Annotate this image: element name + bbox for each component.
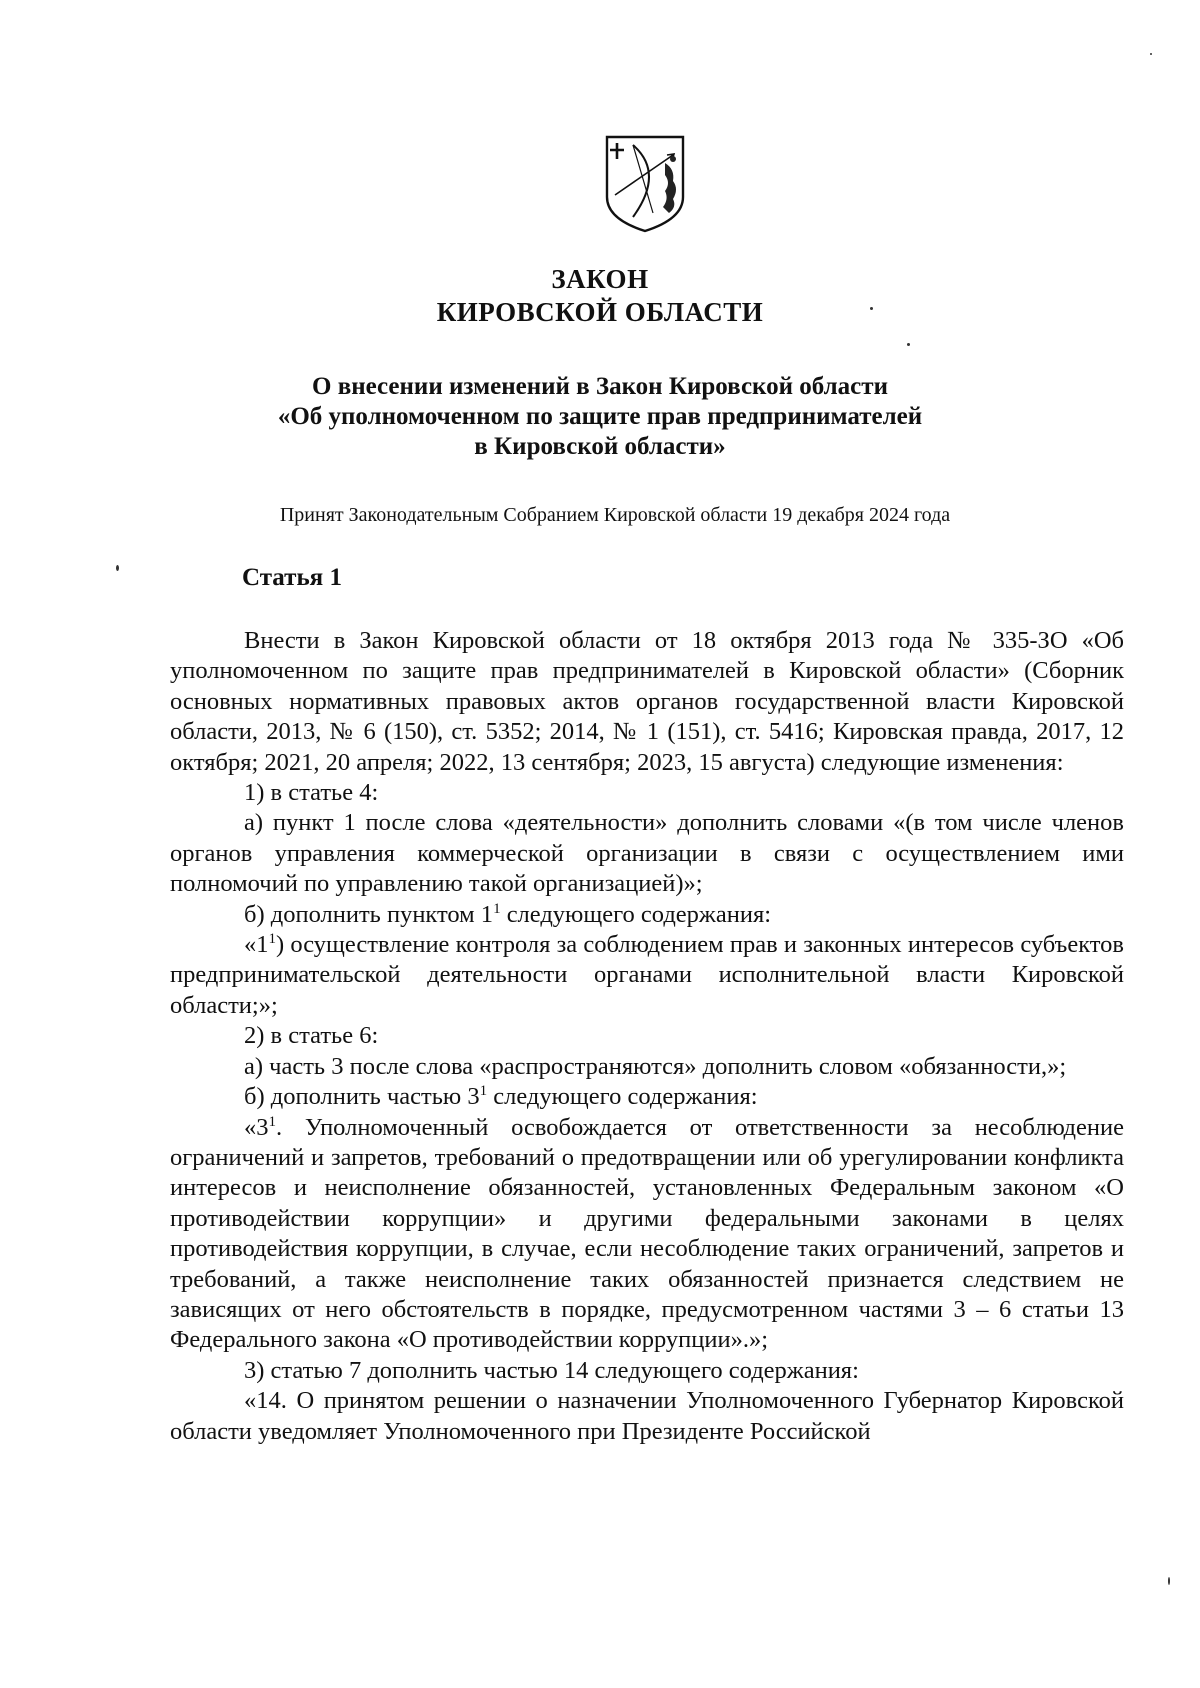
paragraph-part-3-1: [170, 1113, 1124, 1356]
adoption-note: Принят Законодательным Собранием Кировской области 19 декабря 2024 года: [279, 504, 951, 526]
text-fragment: ) осуществление контроля за соблюдением прав и законных интересов субъектов предпринимательской деятельности органами исполнительной власти Кировской области;»;: [170, 931, 1124, 1019]
superscript: 1: [493, 900, 501, 917]
law-subject: [0, 372, 1200, 462]
superscript: 1: [268, 1113, 276, 1130]
paragraph-item-1: 1) в статье 4:: [244, 779, 379, 807]
text-fragment: следующего содержания:: [487, 1083, 758, 1111]
text-fragment: следующего содержания:: [500, 900, 772, 928]
law-subject-line1: О внесении изменений в Закон Кировской области: [312, 373, 888, 400]
law-title-line2: КИРОВСКОЙ ОБЛАСТИ: [436, 297, 764, 327]
scan-speck: [907, 343, 910, 346]
scan-speck: [116, 565, 119, 571]
paragraph-item-1b: [170, 900, 1124, 930]
text-fragment: «3: [244, 1113, 269, 1141]
text-fragment: б) дополнить частью 3: [244, 1083, 480, 1111]
paragraph-item-2: 2) в статье 6:: [244, 1022, 379, 1050]
paragraph-part-14: «14. О принятом решении о назначении Уполномоченного Губернатор Кировской области уведомляет Уполномоченного при Президенте Российской: [170, 1387, 1124, 1445]
paragraph-item-2a: а) часть 3 после слова «распространяются» дополнить словом «обязанности,»;: [244, 1052, 1067, 1080]
text-fragment: . Уполномоченный освобождается от ответственности за несоблюдение ограничений и запретов, требований о предотвращении или об урегулировании конфликта интересов и неисполнение обязанностей, установленных Федеральным законом «О противодействии коррупции» и другими федеральными законами в целях противодействия коррупции, в случае, если несоблюдение таких ограничений, запретов и требований, а также неисполнение таких обязанностей признается следствием не зависящих от него обстоятельств в порядке, предусмотренном частями 3 – 6 статьи 13 Федерального закона «О противодействии коррупции».»;: [170, 1113, 1124, 1354]
scan-speck: [870, 307, 873, 310]
text-fragment: б) дополнить пунктом 1: [244, 900, 494, 928]
paragraph-intro: Внести в Закон Кировской области от 18 октября 2013 года № 335-ЗО «Об уполномоченном по защите прав предпринимателей в Кировской области» (Сборник основных нормативных правовых актов органов государственной власти Кировской области, 2013, № 6 (150), ст. 5352; 2014, № 1 (151), ст. 5416; Кировская правда, 2017, 12 октября; 2021, 20 апреля; 2022, 13 сентября; 2023, 15 августа) следующие изменения:: [170, 627, 1124, 776]
paragraph-item-1a: а) пункт 1 после слова «деятельности» дополнить словами «(в том числе членов органов управления коммерческой организации в связи с осуществлением ими полномочий по управлению такой организацией)»;: [170, 809, 1124, 898]
article-body: [170, 626, 1124, 1447]
superscript: 1: [479, 1082, 488, 1099]
paragraph-item-2b: [170, 1082, 1124, 1112]
text-fragment: «1: [244, 931, 269, 959]
superscript: 1: [268, 930, 276, 947]
paragraph-item-3: 3) статью 7 дополнить частью 14 следующего содержания:: [244, 1356, 859, 1384]
scan-speck: [1150, 53, 1152, 55]
law-title: [0, 263, 1200, 329]
scan-speck: [1168, 1577, 1170, 1585]
coat-of-arms-emblem: [603, 133, 687, 233]
paragraph-point-1-1: [170, 930, 1124, 1021]
law-subject-line3: в Кировской области»: [474, 433, 726, 460]
article-heading: Статья 1: [242, 564, 342, 591]
law-subject-line2: «Об уполномоченном по защите прав предпринимателей: [277, 403, 923, 430]
law-title-line1: ЗАКОН: [551, 264, 649, 294]
